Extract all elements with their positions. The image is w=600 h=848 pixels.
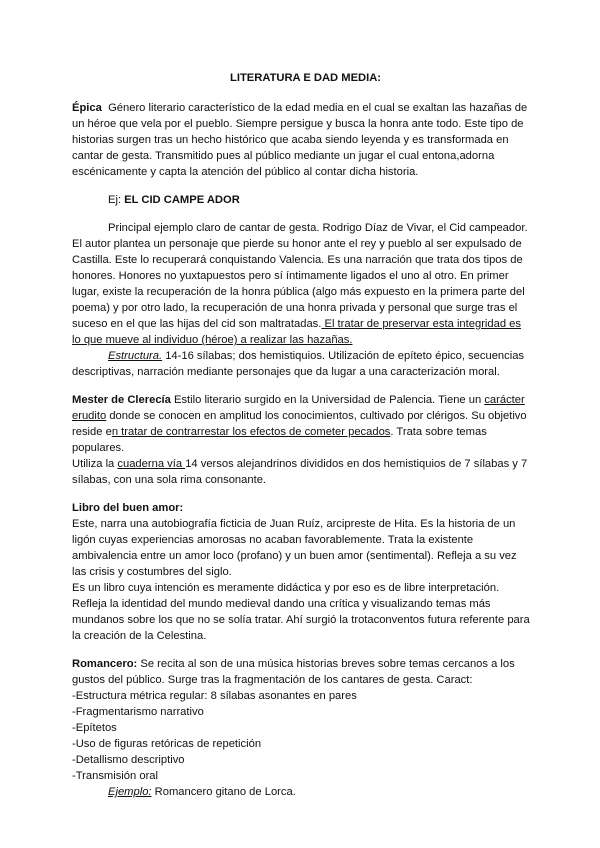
mester-heading: Mester de Clerecía: [72, 394, 171, 406]
cid-line-9: Estructura. 14-16 sílabas; dos hemistiquios. Utilización de epíteto épico, secuencias: [108, 350, 525, 362]
libro-heading: Libro del buen amor:: [72, 502, 184, 514]
libro-line-2: ligón cuyas experiencias amorosas no acaban favorablemente. Trata la existente: [72, 534, 474, 546]
libro-line-7: mundanos sobre los que no se solía tratar. Ahí surgió la trotaconventos futura referente para: [72, 614, 530, 626]
cid-line-10: descriptivas, narración mediante personajes que da lugar a una caracterización moral.: [72, 366, 500, 378]
romancero-line-1: Romancero: Se recita al son de una música historias breves sobre temas cercanos a los: [72, 658, 515, 670]
libro-line-4: las crisis y costumbres del siglo.: [72, 566, 232, 578]
libro-line-8: la creación de la Celestina.: [72, 630, 207, 642]
cid-line-1: Principal ejemplo claro de cantar de gesta. Rodrigo Díaz de Vivar, el Cid campeador.: [108, 222, 528, 234]
list-item: -Estructura métrica regular: 8 sílabas asonantes en pares: [72, 690, 357, 702]
cid-example-line: Ej: EL CID CAMPE ADOR: [108, 194, 240, 206]
epica-line-4: cantar de gesta. Transmitido pues al público mediante un jugar el cual entona,adorna: [72, 150, 495, 162]
list-item: -Transmisión oral: [72, 770, 158, 782]
epica-line-2: un héroe que vela por el pueblo. Siempre persigue y busca la honra ante todo. Este tipo de: [72, 118, 524, 130]
epica-line-3: historias surgen tras un hecho histórico que acaba siendo leyenda y es transformada en: [72, 134, 509, 146]
cid-line-7: suceso en el que las hijas del cid son maltratadas. El tratar de preservar esta integridad es: [72, 318, 522, 330]
cid-title: EL CID CAMPE ADOR: [124, 194, 240, 206]
mester-line-5: Utiliza la cuaderna vía 14 versos alejandrinos divididos en dos hemistiquios de 7 sílabas y 7: [72, 458, 528, 470]
ejemplo-label: Ejemplo:: [108, 786, 152, 798]
libro-line-3: ambivalencia entre un amor loco (profano) y un buen amor (sentimental). Refleja a su vez: [72, 550, 517, 562]
estructura-label: Estructura.: [108, 350, 163, 362]
list-item: -Epítetos: [72, 722, 117, 734]
epica-heading: Épica: [72, 102, 102, 114]
libro-line-1: Este, narra una autobiografía ficticia de Juan Ruíz, arcipreste de Hita. Es la historia de un: [72, 518, 516, 530]
list-item: -Fragmentarismo narrativo: [72, 706, 204, 718]
mester-line-4: populares.: [72, 442, 125, 454]
cid-line-2: El autor plantea un personaje que pierde su honor ante el rey y pueblo al ser expulsado de: [72, 238, 522, 250]
libro-line-6: Refleja la identidad del mundo medieval dando una crítica y visualizando temas más: [72, 598, 491, 610]
romancero-heading: Romancero:: [72, 658, 138, 670]
list-item: -Uso de figuras retóricas de repetición: [72, 738, 262, 750]
libro-line-5: Es un libro cuya intención es meramente didáctica y por eso es de libre interpretación.: [72, 582, 500, 594]
mester-line-6: sílabas, con una sola rima consonante.: [72, 474, 267, 486]
mester-line-3: reside en tratar de contrarrestar los efectos de cometer pecados. Trata sobre temas: [72, 426, 487, 438]
romancero-example-line: Ejemplo: Romancero gitano de Lorca.: [108, 786, 296, 798]
romancero-line-2: gustos del público. Surge tras la fragmentación de los cantares de gesta. Caract:: [72, 674, 473, 686]
cid-line-5: lugar, existe la recuperación de la honra pública (algo más expuesto en la primera parte del: [72, 286, 525, 298]
cid-line-8: lo que mueve al individuo (héroe) a realizar las hazañas.: [72, 334, 353, 346]
list-item: -Detallismo descriptivo: [72, 754, 185, 766]
cid-line-4: honores. Honores no yuxtapuestos pero sí íntimamente ligados el uno al otro. En primer: [72, 270, 509, 282]
epica-line-1: Épica Género literario característico de la edad media en el cual se exaltan las hazañas de: [72, 102, 528, 114]
cid-line-6: poema) y por otro lado, la recuperación de una honra privada y personal que surge tras el: [72, 302, 518, 314]
mester-line-1: Mester de Clerecía Estilo literario surgido en la Universidad de Palencia. Tiene un carácter: [72, 394, 525, 406]
document-title: LITERATURA E DAD MEDIA:: [230, 72, 382, 84]
mester-line-2: erudito donde se conocen en amplitud los conocimientos, cultivado por clérigos. Su objetivo: [72, 410, 527, 422]
cid-line-3: Castilla. Este lo recuperará conquistando Valencia. Es una narración que trata dos tipos de: [72, 254, 523, 266]
epica-line-5: escénicamente y capta la atención del público al contar dicha historia.: [72, 166, 419, 178]
